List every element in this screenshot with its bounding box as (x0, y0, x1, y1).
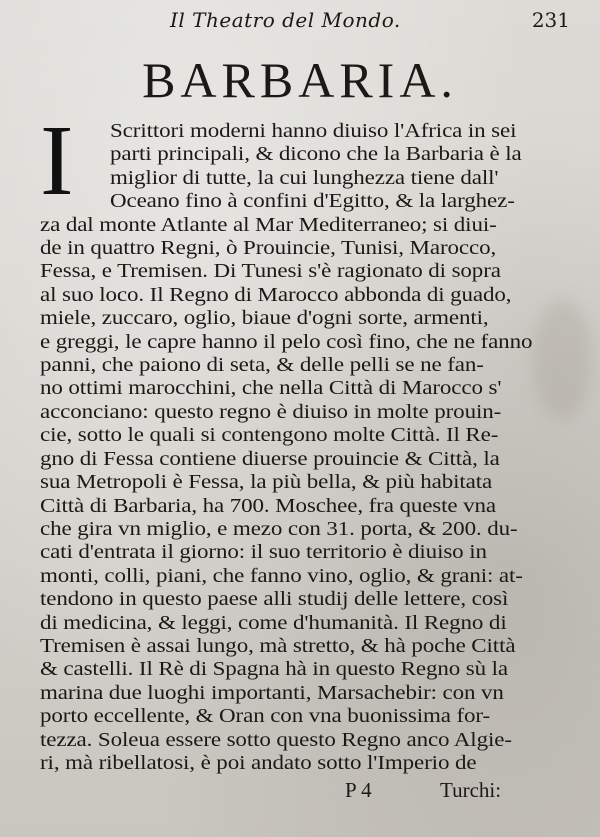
text-line: de in quattro Regni, ò Prouincie, Tunisi, Marocco, (40, 237, 497, 260)
text-line: Oceano fino à confini d'Egitto, & la larghez- (110, 190, 515, 213)
text-line: no ottimi marocchini, che nella Città di Marocco s' (40, 377, 502, 400)
text-line: di medicina, & leggi, come d'humanità. Il Regno di (40, 611, 507, 634)
text-line: tendono in questo paese alli studij delle lettere, così (40, 588, 509, 611)
chapter-title: BARBARIA. (142, 52, 458, 108)
text-line: tezza. Soleua essere sotto questo Regno anco Algie- (40, 728, 512, 751)
text-line: marina due luoghi importanti, Marsachebir: con vn (40, 681, 504, 704)
text-line: panni, che paiono di seta, & delle pelli se ne fan- (40, 354, 484, 377)
text-line: gno di Fessa contiene diuerse prouincie & Città, la (40, 447, 500, 470)
text-line: al suo loco. Il Regno di Marocco abbonda di guado, (40, 283, 512, 306)
text-line: Fessa, e Tremisen. Di Tunesi s'è ragionato di sopra (40, 260, 501, 283)
text-line: e greggi, le capre hanno il pelo così fino, che ne fanno (40, 330, 533, 353)
text-line: miglior di tutte, la cui lunghezza tiene dall' (110, 166, 499, 189)
drop-cap: I (40, 104, 74, 216)
catchword: Turchi: (440, 778, 502, 802)
paper-stain (532, 300, 592, 420)
text-line: miele, zuccaro, oglio, biaue d'ogni sorte, armenti, (40, 307, 489, 330)
text-line: cie, sotto le quali si contengono molte Città. Il Re- (40, 424, 499, 447)
text-line: za dal monte Atlante al Mar Mediterraneo; si diui- (40, 213, 497, 236)
text-line: Città di Barbaria, ha 700. Moschee, fra queste vna (40, 494, 497, 517)
signature-mark: P 4 (345, 778, 372, 802)
text-line: acconciano: questo regno è diuiso in molte prouin- (40, 400, 502, 423)
text-line: cati d'entrata il giorno: il suo territorio è diuiso in (40, 541, 487, 564)
page-number: 231 (531, 8, 570, 32)
text-line: porto eccellente, & Oran con vna buonissima for- (40, 705, 491, 728)
text-line: & castelli. Il Rè di Spagna hà in questo Regno sù la (40, 658, 508, 681)
text-line: monti, colli, piani, che fanno vino, oglio, & grani: at- (40, 564, 523, 587)
text-line: Tremisen è assai lungo, mà stretto, & hà poche Città (40, 634, 516, 657)
text-line: sua Metropoli è Fessa, la più bella, & più habitata (40, 471, 493, 494)
text-line: Scrittori moderni hanno diuiso l'Africa in sei (110, 120, 517, 142)
text-line: ri, mà ribellatosi, è poi andato sotto l'Imperio de (40, 752, 477, 774)
text-line: che gira vn miglio, e mezo con 31. porta, & 200. du- (40, 517, 518, 540)
running-head: Il Theatro del Mondo. (170, 8, 401, 32)
text-line: parti principali, & dicono che la Barbaria è la (110, 143, 522, 166)
